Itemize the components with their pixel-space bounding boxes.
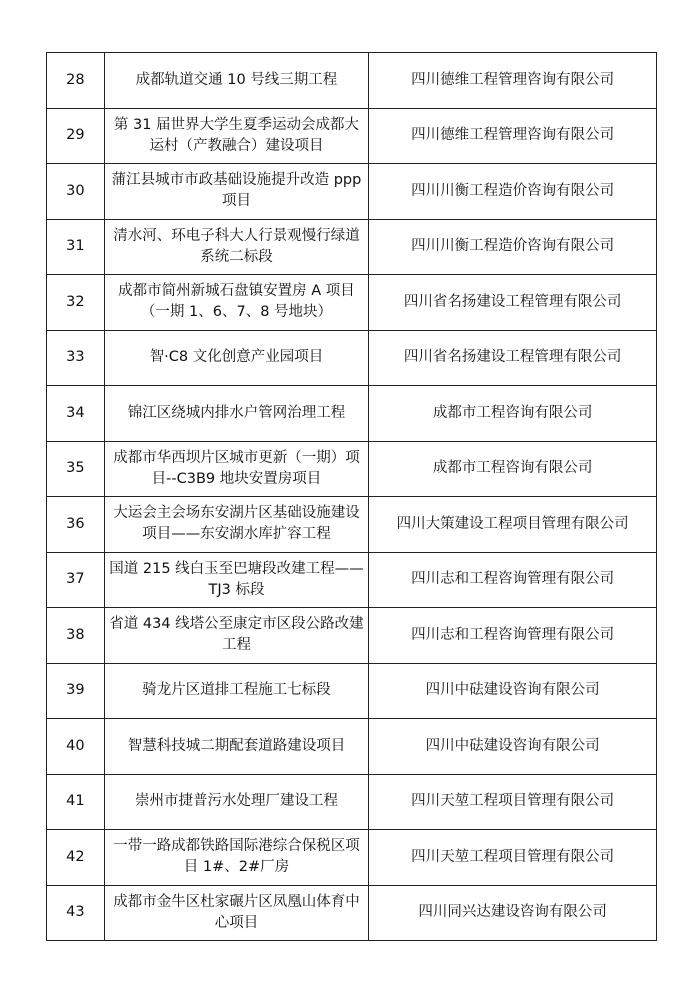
- row-number: 38: [47, 608, 105, 664]
- project-name: 清水河、环电子科大人行景观慢行绿道系统二标段: [104, 219, 368, 275]
- project-name: 智·C8 文化创意产业园项目: [104, 330, 368, 386]
- project-name: 大运会主会场东安湖片区基础设施建设项目——东安湖水库扩容工程: [104, 497, 368, 553]
- consulting-company: 四川德维工程管理咨询有限公司: [369, 108, 657, 164]
- project-name: 第 31 届世界大学生夏季运动会成都大运村（产教融合）建设项目: [104, 108, 368, 164]
- table-row: [47, 219, 657, 275]
- project-name: 国道 215 线白玉至巴塘段改建工程——TJ3 标段: [104, 552, 368, 608]
- row-number: 28: [47, 53, 105, 109]
- table-row: [47, 108, 657, 164]
- project-name: 一带一路成都铁路国际港综合保税区项目 1#、2#厂房: [104, 830, 368, 886]
- row-number: 32: [47, 275, 105, 331]
- project-name: 骑龙片区道排工程施工七标段: [104, 663, 368, 719]
- project-name: 锦江区绕城内排水户管网治理工程: [104, 386, 368, 442]
- table-row: [47, 608, 657, 664]
- project-name: 蒲江县城市市政基础设施提升改造 ppp 项目: [104, 164, 368, 220]
- table-row: [47, 830, 657, 886]
- consulting-company: 四川同兴达建设咨询有限公司: [369, 885, 657, 941]
- consulting-company: 四川川衡工程造价咨询有限公司: [369, 164, 657, 220]
- row-number: 36: [47, 497, 105, 553]
- table-row: [47, 552, 657, 608]
- consulting-company: 四川中砝建设咨询有限公司: [369, 663, 657, 719]
- row-number: 40: [47, 719, 105, 775]
- table-row: [47, 885, 657, 941]
- consulting-company: 四川天堃工程项目管理有限公司: [369, 774, 657, 830]
- project-name: 崇州市捷普污水处理厂建设工程: [104, 774, 368, 830]
- project-table: [46, 52, 657, 941]
- table-row: [47, 330, 657, 386]
- row-number: 33: [47, 330, 105, 386]
- project-name: 成都市华西坝片区城市更新（一期）项目--C3B9 地块安置房项目: [104, 441, 368, 497]
- row-number: 41: [47, 774, 105, 830]
- consulting-company: 四川省名扬建设工程管理有限公司: [369, 330, 657, 386]
- table-row: [47, 663, 657, 719]
- consulting-company: 四川中砝建设咨询有限公司: [369, 719, 657, 775]
- table-row: [47, 497, 657, 553]
- table-body: [47, 53, 657, 941]
- row-number: 29: [47, 108, 105, 164]
- row-number: 39: [47, 663, 105, 719]
- project-name: 省道 434 线塔公至康定市区段公路改建工程: [104, 608, 368, 664]
- consulting-company: 四川省名扬建设工程管理有限公司: [369, 275, 657, 331]
- table-row: [47, 53, 657, 109]
- table-row: [47, 441, 657, 497]
- project-name: 智慧科技城二期配套道路建设项目: [104, 719, 368, 775]
- consulting-company: 四川志和工程咨询管理有限公司: [369, 552, 657, 608]
- row-number: 43: [47, 885, 105, 941]
- consulting-company: 四川天堃工程项目管理有限公司: [369, 830, 657, 886]
- consulting-company: 成都市工程咨询有限公司: [369, 386, 657, 442]
- consulting-company: 四川德维工程管理咨询有限公司: [369, 53, 657, 109]
- row-number: 35: [47, 441, 105, 497]
- project-name: 成都市简州新城石盘镇安置房 A 项目（一期 1、6、7、8 号地块）: [104, 275, 368, 331]
- row-number: 42: [47, 830, 105, 886]
- consulting-company: 四川大策建设工程项目管理有限公司: [369, 497, 657, 553]
- project-name: 成都市金牛区杜家碾片区凤凰山体育中心项目: [104, 885, 368, 941]
- table-row: [47, 774, 657, 830]
- table-row: [47, 275, 657, 331]
- table-row: [47, 386, 657, 442]
- row-number: 37: [47, 552, 105, 608]
- consulting-company: 四川川衡工程造价咨询有限公司: [369, 219, 657, 275]
- consulting-company: 四川志和工程咨询管理有限公司: [369, 608, 657, 664]
- row-number: 30: [47, 164, 105, 220]
- table-row: [47, 719, 657, 775]
- row-number: 34: [47, 386, 105, 442]
- row-number: 31: [47, 219, 105, 275]
- table-row: [47, 164, 657, 220]
- consulting-company: 成都市工程咨询有限公司: [369, 441, 657, 497]
- project-name: 成都轨道交通 10 号线三期工程: [104, 53, 368, 109]
